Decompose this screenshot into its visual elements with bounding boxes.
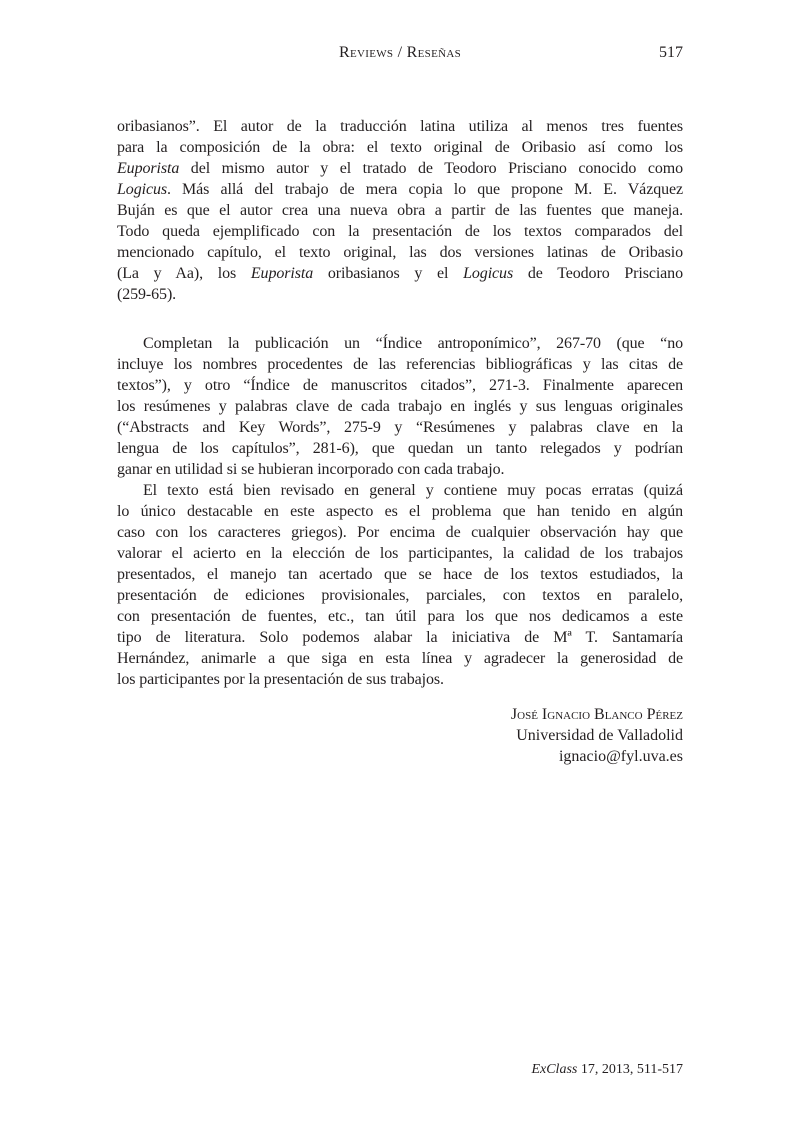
paragraph-2 [117, 333, 683, 480]
journal-name: ExClass [531, 1062, 578, 1077]
text-line [117, 242, 683, 263]
text-line [117, 438, 683, 459]
text-segment: valorar el acierto en la elección de los participantes, la calidad de los trabajos [117, 545, 683, 562]
text-line [117, 284, 683, 305]
text-segment: del mismo autor y el tratado de Teodoro Prisciano conocido como [179, 160, 683, 177]
text-line [117, 522, 683, 543]
text-segment: oribasianos”. El autor de la traducción latina utiliza al menos tres fuentes [117, 118, 683, 135]
text-segment: los participantes por la presentación de sus trabajos. [117, 671, 444, 688]
text-line [117, 606, 683, 627]
text-segment: mencionado capítulo, el texto original, las dos versiones latinas de Oribasio [117, 244, 683, 261]
paragraph-3 [117, 480, 683, 690]
text-line [117, 354, 683, 375]
text-segment: Completan la publicación un “Índice antroponímico”, 267-70 (que “no [143, 335, 683, 352]
text-line [117, 585, 683, 606]
text-segment: los resúmenes y palabras clave de cada trabajo en inglés y sus lenguas originales [117, 398, 683, 415]
text-segment: caso con los caracteres griegos). Por encima de cualquier observación hay que [117, 524, 683, 541]
text-line [117, 396, 683, 417]
text-segment: Hernández, animarle a que siga en esta línea y agradecer la generosidad de [117, 650, 683, 667]
text-line [117, 333, 683, 354]
text-line [117, 263, 683, 284]
text-segment: tipo de literatura. Solo podemos alabar la iniciativa de Mª T. Santamaría [117, 629, 683, 646]
text-line [117, 158, 683, 179]
signature-block [511, 704, 683, 767]
italic-text: Logicus [117, 181, 167, 198]
text-segment: Todo queda ejemplificado con la presentación de los textos comparados del [117, 223, 683, 240]
text-line [117, 669, 683, 690]
text-segment: textos”), y otro “Índice de manuscritos citados”, 271-3. Finalmente aparecen [117, 377, 683, 394]
italic-text: Euporista [250, 265, 314, 282]
text-line [117, 375, 683, 396]
text-segment: (La y Aa), los [117, 265, 251, 282]
text-segment: El texto está bien revisado en general y contiene muy pocas erratas (quizá [143, 482, 683, 499]
text-segment: Buján es que el autor crea una nueva obra a partir de las fuentes que maneja. [117, 202, 683, 219]
author-affiliation: Universidad de Valladolid [516, 727, 683, 744]
text-line [117, 221, 683, 242]
text-line [117, 480, 683, 501]
paragraph-1 [117, 116, 683, 305]
author-name: José Ignacio Blanco Pérez [510, 706, 683, 723]
running-header: Reviews / Reseñas [339, 44, 461, 61]
text-segment: lo único destacable en este aspecto es el problema que han tenido en algún [117, 503, 683, 520]
text-line [117, 648, 683, 669]
author-email[interactable]: ignacio@fyl.uva.es [558, 748, 683, 765]
text-line [117, 543, 683, 564]
text-line [117, 459, 683, 480]
journal-footer [531, 1062, 683, 1078]
text-line [117, 564, 683, 585]
journal-citation: 17, 2013, 511-517 [577, 1062, 683, 1077]
text-segment: ganar en utilidad si se hubieran incorporado con cada trabajo. [117, 461, 505, 478]
text-segment: incluye los nombres procedentes de las referencias bibliográficas y las citas de [117, 356, 683, 373]
text-segment: lengua de los capítulos”, 281-6), que quedan un tanto relegados y podrían [117, 440, 683, 457]
text-segment: con presentación de fuentes, etc., tan útil para los que nos dedicamos a este [117, 608, 683, 625]
text-segment: de Teodoro Prisciano [513, 265, 683, 282]
page-number: 517 [659, 44, 683, 61]
text-line [117, 137, 683, 158]
paragraph-2-3 [117, 333, 683, 690]
text-line [117, 200, 683, 221]
text-line [117, 627, 683, 648]
text-line [117, 501, 683, 522]
text-segment: . Más allá del trabajo de mera copia lo que propone M. E. Vázquez [166, 181, 683, 198]
text-segment: (259-65). [117, 286, 177, 303]
text-line [117, 179, 683, 200]
text-line [117, 417, 683, 438]
text-segment: oribasianos y el [313, 265, 464, 282]
text-segment: para la composición de la obra: el texto original de Oribasio así como los [117, 139, 683, 156]
text-line [117, 116, 683, 137]
text-segment: (“Abstracts and Key Words”, 275-9 y “Resúmenes y palabras clave en la [117, 419, 683, 436]
italic-text: Euporista [117, 160, 180, 177]
text-segment: presentados, el manejo tan acertado que se hace de los textos estudiados, la [117, 566, 683, 583]
text-segment: presentación de ediciones provisionales, parciales, con textos en paralelo, [117, 587, 683, 604]
italic-text: Logicus [463, 265, 514, 282]
